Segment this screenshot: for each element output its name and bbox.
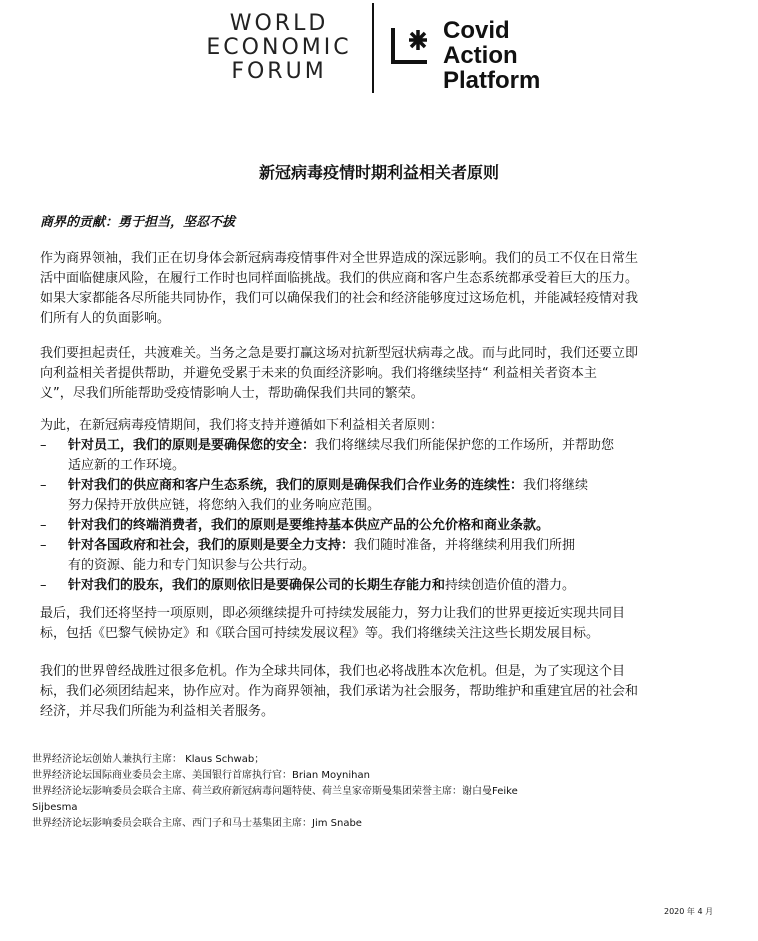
covid-action-platform-icon: [391, 24, 435, 68]
principle-bold: 针对各国政府和社会，我们的原则是要全力支持：: [68, 538, 355, 553]
bullet-dash: –: [40, 478, 47, 493]
principle-text-line2: 努力保持开放供应链，将您纳入我们的业务响应范围。: [68, 498, 381, 513]
paragraph-line: 活中面临健康风险，在履行工作时也同样面临挑战。我们的供应商和客户生态系统都承受着巨大的压力。: [40, 271, 639, 286]
document-title: 新冠病毒疫情时期利益相关者原则: [258, 163, 499, 182]
paragraph-2: [40, 344, 716, 404]
principle-text-line2: 适应新的工作环境。: [68, 458, 186, 473]
paragraph-line: 我们的世界曾经战胜过很多危机。作为全球共同体，我们也必将战胜本次危机。但是，为了实现这个目: [40, 664, 626, 679]
principle-bold: 针对我们的供应商和客户生态系统，我们的原则是确保我们合作业务的连续性：: [68, 478, 524, 493]
paragraph-line: 如果大家都能各尽所能共同协作，我们可以确保我们的社会和经济能够度过这场危机，并能减轻疫情对我: [40, 291, 639, 306]
wef-logo: [199, 12, 359, 84]
principles-intro: [40, 416, 716, 436]
principle-text: 我们将继续: [523, 478, 589, 493]
paragraph-line: 为此，在新冠病毒疫情期间，我们将支持并遵循如下利益相关者原则：: [40, 418, 444, 433]
paragraph-line: 最后，我们还将坚持一项原则，即必须继续提升可持续发展能力，努力让我们的世界更接近实现共同目: [40, 606, 626, 621]
document-date: 2020 年 4 月: [664, 907, 714, 916]
principle-bold: 针对我们的股东，我们的原则依旧是要确保公司的长期生存能力和: [68, 578, 446, 593]
bullet-dash: –: [40, 578, 47, 593]
covid-action-platform-logo: [443, 18, 540, 93]
paragraph-line: 标，包括《巴黎气候协定》和《联合国可持续发展议程》等。我们将继续关注这些长期发展目标。: [40, 626, 600, 641]
principle-text-line2: 有的资源、能力和专门知识参与公共行动。: [68, 558, 316, 573]
paragraph-line: 向利益相关者提供帮助，并避免受累于未来的负面经济影响。我们将继续坚持“ 利益相关者资本主: [40, 366, 597, 381]
paragraph-line: 义”，尽我们所能帮助受疫情影响人士，帮助确保我们共同的繁荣。: [40, 386, 424, 401]
paragraph-line: 标，我们必须团结起来，协作应对。作为商界领袖，我们承诺为社会服务，帮助维护和重建宜居的社会和: [40, 684, 639, 699]
principle-bold: 针对员工，我们的原则是要确保您的安全：: [68, 438, 316, 453]
signatory-line: 世界经济论坛影响委员会联合主席、西门子和马士基集团主席：Jim Snabe: [32, 818, 362, 829]
platform-logo-line: Platform: [443, 67, 541, 94]
principle-text: 我们随时准备，并将继续利用我们所拥: [354, 538, 576, 553]
platform-logo-line: Action: [443, 42, 518, 69]
signatory-line: 世界经济论坛国际商业委员会主席、美国银行首席执行官：Brian Moynihan: [32, 770, 370, 781]
principle-bold: 针对我们的终端消费者，我们的原则是要维持基本供应产品的公允价格和商业条款。: [68, 518, 550, 533]
paragraph-1: [40, 249, 716, 329]
paragraph-line: 经济，并尽我们所能为利益相关者服务。: [40, 704, 275, 719]
paragraph-4: [40, 662, 716, 722]
signatory-line: 世界经济论坛创始人兼执行主席： Klaus Schwab；: [32, 754, 265, 765]
bullet-dash: –: [40, 438, 47, 453]
document-subtitle: 商界的贡献：勇于担当，坚忍不拔: [40, 215, 236, 230]
principle-text: 我们将继续尽我们所能保护您的工作场所，并帮助您: [315, 438, 615, 453]
signatory-line: Sijbesma: [32, 802, 78, 813]
platform-logo-line: Covid: [443, 17, 510, 44]
logo-divider: [372, 3, 374, 93]
principle-text: 持续创造价值的潜力。: [445, 578, 576, 593]
wef-logo-line: ECONOMIC: [206, 35, 352, 60]
principle-item: [40, 516, 730, 536]
principle-item: [40, 536, 730, 576]
wef-logo-line: WORLD: [229, 11, 329, 36]
signatories: [32, 752, 732, 832]
signatory-line: 世界经济论坛影响委员会联合主席、荷兰政府新冠病毒问题特使、荷兰皇家帝斯曼集团荣誉主席：谢白曼Feike: [32, 786, 518, 797]
paragraph-3: [40, 604, 716, 644]
paragraph-line: 我们要担起责任，共渡难关。当务之急是要打赢这场对抗新型冠状病毒之战。而与此同时，我们还要立即: [40, 346, 639, 361]
principle-item: [40, 436, 730, 476]
wef-logo-line: FORUM: [231, 59, 327, 84]
principle-item: [40, 476, 730, 516]
bullet-dash: –: [40, 538, 47, 553]
principles-list: [40, 436, 730, 596]
paragraph-line: 们所有人的负面影响。: [40, 311, 171, 326]
paragraph-line: 作为商界领袖，我们正在切身体会新冠病毒疫情事件对全世界造成的深远影响。我们的员工不仅在日常生: [40, 251, 639, 266]
principle-item: [40, 576, 730, 596]
bullet-dash: –: [40, 518, 47, 533]
